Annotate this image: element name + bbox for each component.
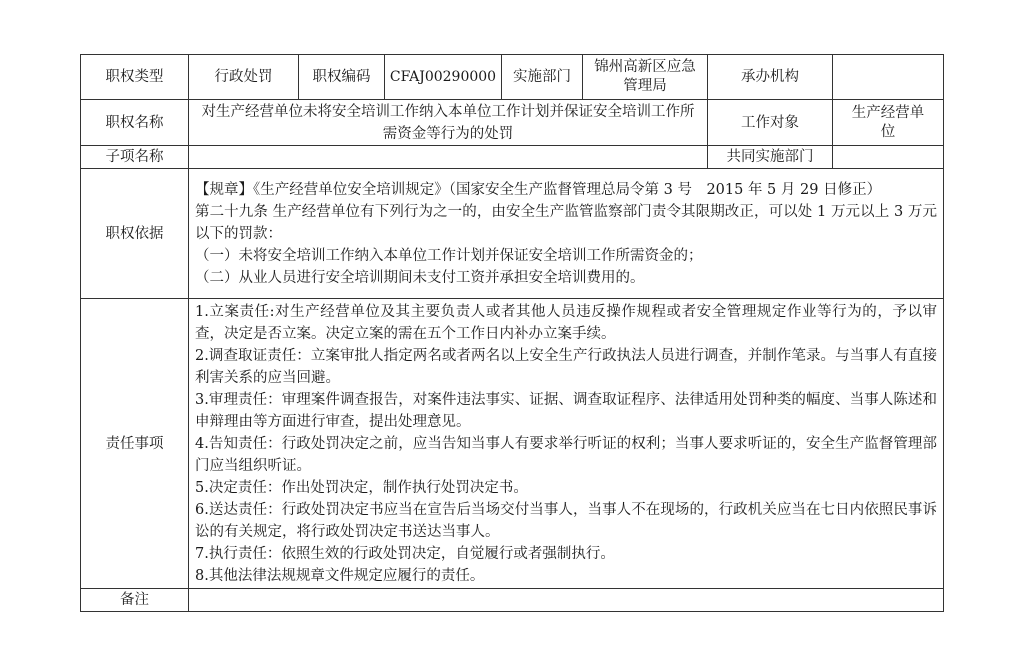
responsibilities-text — [189, 299, 944, 589]
basis-article: 第二十九条 生产经营单位有下列行为之一的，由安全生产监管监察部门责令其限期改正，可以处 1 万元以上 3 万元以下的罚款： — [195, 203, 937, 242]
duty-item-8: 8.其他法律法规规章文件规定应履行的责任。 — [195, 567, 485, 584]
label-authority-type: 职权类型 — [81, 55, 189, 100]
authority-basis-text — [189, 169, 944, 299]
value-authority-name: 对生产经营单位未将安全培训工作纳入本单位工作计划并保证安全培训工作所需资金等行为的处罚 — [189, 100, 708, 146]
value-authority-code: CFAJ00290000 — [385, 55, 502, 100]
label-implementing-dept: 实施部门 — [502, 55, 583, 100]
label-work-target: 工作对象 — [708, 100, 833, 146]
duty-item-3: 3.审理责任：审理案件调查报告，对案件违法事实、证据、调查取证程序、法律适用处罚种类的幅度、当事人陈述和申辩理由等方面进行审查，提出处理意见。 — [195, 391, 937, 430]
label-authority-name: 职权名称 — [81, 100, 189, 146]
duty-item-4: 4.告知责任：行政处罚决定之前，应当告知当事人有要求举行听证的权利；当事人要求听证的，安全生产监督管理部门应当组织听证。 — [195, 435, 937, 474]
row-remarks — [81, 589, 944, 612]
value-subitem-name — [189, 146, 708, 169]
duty-item-1: 1.立案责任:对生产经营单位及其主要负责人或者其他人员违反操作规程或者安全管理规定作业等行为的，予以审查，决定是否立案。决定立案的需在五个工作日内补办立案手续。 — [195, 303, 937, 342]
row-responsibilities — [81, 299, 944, 589]
value-implementing-dept: 锦州高新区应急管理局 — [583, 55, 708, 100]
value-authority-type: 行政处罚 — [189, 55, 299, 100]
label-authority-code: 职权编码 — [299, 55, 385, 100]
basis-clause-2: （二）从业人员进行安全培训期间未支付工资并承担安全培训费用的。 — [195, 269, 645, 286]
value-joint-dept — [833, 146, 944, 169]
value-handling-org — [833, 55, 944, 100]
row-authority-type — [81, 55, 944, 100]
label-responsibilities: 责任事项 — [81, 299, 189, 589]
label-handling-org: 承办机构 — [708, 55, 833, 100]
authority-table — [80, 54, 944, 612]
value-work-target: 生产经营单位 — [833, 100, 944, 146]
duty-item-7: 7.执行责任：依照生效的行政处罚决定，自觉履行或者强制执行。 — [195, 545, 615, 562]
label-subitem-name: 子项名称 — [81, 146, 189, 169]
duty-item-2: 2.调查取证责任：立案审批人指定两名或者两名以上安全生产行政执法人员进行调查，并制作笔录。与当事人有直接利害关系的应当回避。 — [195, 347, 937, 386]
duty-item-5: 5.决定责任：作出处罚决定，制作执行处罚决定书。 — [195, 479, 528, 496]
basis-clause-1: （一）未将安全培训工作纳入本单位工作计划并保证安全培训工作所需资金的； — [195, 247, 703, 264]
row-authority-name — [81, 100, 944, 146]
duty-item-6: 6.送达责任：行政处罚决定书应当在宣告后当场交付当事人，当事人不在现场的，行政机关应当在七日内依照民事诉讼的有关规定，将行政处罚决定书送达当事人。 — [195, 501, 937, 540]
label-joint-dept: 共同实施部门 — [708, 146, 833, 169]
value-remarks — [189, 589, 944, 612]
label-remarks: 备注 — [81, 589, 189, 612]
basis-regulation: 【规章】《生产经营单位安全培训规定》（国家安全生产监督管理总局令第 3 号 2015 年 5 月 29 日修正） — [195, 181, 882, 198]
label-authority-basis: 职权依据 — [81, 169, 189, 299]
row-subitem — [81, 146, 944, 169]
row-authority-basis — [81, 169, 944, 299]
